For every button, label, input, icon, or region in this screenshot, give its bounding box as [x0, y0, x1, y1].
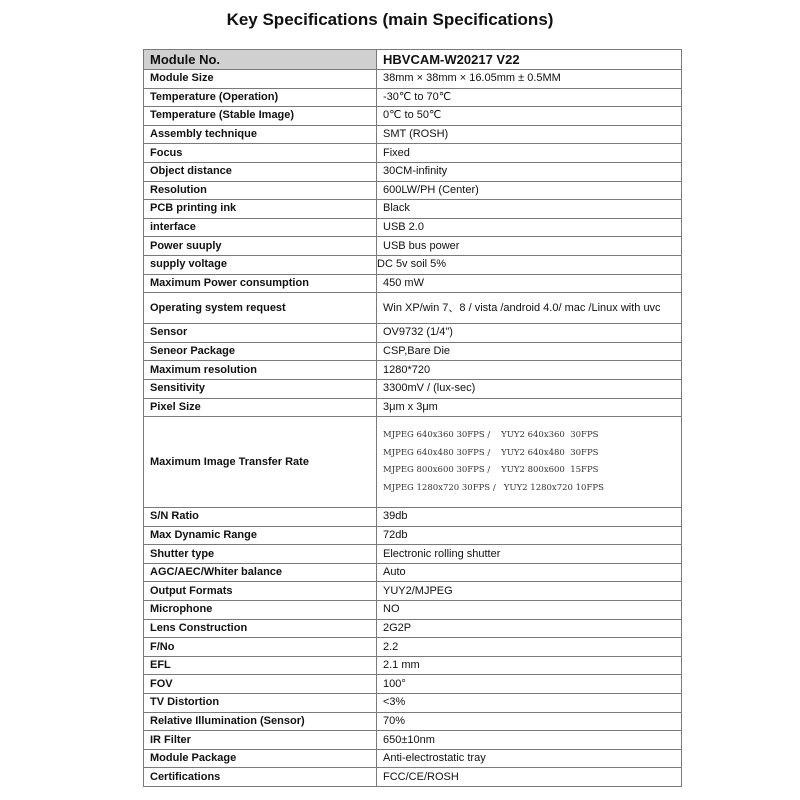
- spec-label: Maximum Image Transfer Rate: [144, 417, 377, 508]
- spec-value: Anti-electrostatic tray: [377, 749, 682, 768]
- table-row: [144, 619, 682, 638]
- spec-label: PCB printing ink: [144, 200, 377, 219]
- spec-label: interface: [144, 218, 377, 237]
- spec-label: Temperature (Stable Image): [144, 107, 377, 126]
- spec-label: Object distance: [144, 162, 377, 181]
- spec-value: 3300mV / (lux-sec): [377, 379, 682, 398]
- spec-value: 30CM-infinity: [377, 162, 682, 181]
- spec-value: 100°: [377, 675, 682, 694]
- table-row: [144, 398, 682, 417]
- spec-label: Module Package: [144, 749, 377, 768]
- spec-label: Maximum Power consumption: [144, 274, 377, 293]
- table-row: [144, 694, 682, 713]
- spec-label: Microphone: [144, 601, 377, 620]
- table-row: [144, 70, 682, 89]
- spec-label: Certifications: [144, 768, 377, 787]
- spec-value: USB bus power: [377, 237, 682, 256]
- table-row: [144, 379, 682, 398]
- spec-label: TV Distortion: [144, 694, 377, 713]
- spec-value: 3μm x 3μm: [377, 398, 682, 417]
- spec-label: Power suuply: [144, 237, 377, 256]
- spec-value: 39db: [377, 508, 682, 527]
- spec-label: Sensor: [144, 324, 377, 343]
- spec-value: 0℃ to 50℃: [377, 107, 682, 126]
- spec-label: S/N Ratio: [144, 508, 377, 527]
- spec-value: <3%: [377, 694, 682, 713]
- spec-label: Output Formats: [144, 582, 377, 601]
- spec-value: SMT (ROSH): [377, 125, 682, 144]
- header-value-cell: HBVCAM-W20217 V22: [377, 50, 682, 70]
- spec-label: Seneor Package: [144, 342, 377, 361]
- transfer-rate-line: MJPEG 640x360 30FPS / YUY2 640x360 30FPS: [383, 430, 599, 441]
- table-row: [144, 712, 682, 731]
- spec-table: [143, 49, 682, 787]
- spec-value: 2.2: [377, 638, 682, 657]
- spec-label: FOV: [144, 675, 377, 694]
- spec-value: Win XP/win 7、8 / vista /android 4.0/ mac /Linux with uvc: [377, 293, 682, 324]
- header-label-cell: Module No.: [144, 50, 377, 70]
- spec-label: EFL: [144, 656, 377, 675]
- spec-value: 2.1 mm: [377, 656, 682, 675]
- spec-value: -30℃ to 70℃: [377, 88, 682, 107]
- spec-label: IR Filter: [144, 731, 377, 750]
- spec-value: 1280*720: [377, 361, 682, 380]
- table-row: [144, 181, 682, 200]
- transfer-rate-cell: [377, 417, 682, 508]
- spec-value: OV9732 (1/4"): [377, 324, 682, 343]
- spec-label: Pixel Size: [144, 398, 377, 417]
- spec-value: Electronic rolling shutter: [377, 545, 682, 564]
- table-row: [144, 563, 682, 582]
- spec-value: YUY2/MJPEG: [377, 582, 682, 601]
- table-header-row: [144, 50, 682, 70]
- table-row: [144, 255, 682, 274]
- page-title: Key Specifications (main Specifications): [226, 10, 554, 29]
- spec-label: Assembly technique: [144, 125, 377, 144]
- spec-value: 72db: [377, 526, 682, 545]
- table-row: [144, 144, 682, 163]
- spec-value: 38mm × 38mm × 16.05mm ± 0.5MM: [377, 70, 682, 89]
- spec-label: Resolution: [144, 181, 377, 200]
- spec-label: Shutter type: [144, 545, 377, 564]
- spec-label: Lens Construction: [144, 619, 377, 638]
- table-row: [144, 107, 682, 126]
- spec-value: NO: [377, 601, 682, 620]
- table-row: [144, 125, 682, 144]
- spec-value: Auto: [377, 563, 682, 582]
- table-row: [144, 162, 682, 181]
- table-row: [144, 508, 682, 527]
- transfer-rate-line: MJPEG 640x480 30FPS / YUY2 640x480 30FPS: [383, 447, 599, 458]
- table-row: [144, 324, 682, 343]
- spec-label: supply voltage: [144, 255, 377, 274]
- spec-value: 450 mW: [377, 274, 682, 293]
- spec-label: Focus: [144, 144, 377, 163]
- table-row: [144, 417, 682, 508]
- table-row: [144, 237, 682, 256]
- spec-label: Sensitivity: [144, 379, 377, 398]
- table-row: [144, 731, 682, 750]
- table-row: [144, 656, 682, 675]
- spec-value: 70%: [377, 712, 682, 731]
- table-row: [144, 342, 682, 361]
- table-row: [144, 638, 682, 657]
- spec-label: Operating system request: [144, 293, 377, 324]
- spec-label: AGC/AEC/Whiter balance: [144, 563, 377, 582]
- spec-value: FCC/CE/ROSH: [377, 768, 682, 787]
- spec-value: Black: [377, 200, 682, 219]
- table-row: [144, 749, 682, 768]
- table-row: [144, 601, 682, 620]
- spec-value: 650±10nm: [377, 731, 682, 750]
- spec-label: Max Dynamic Range: [144, 526, 377, 545]
- spec-value: CSP,Bare Die: [377, 342, 682, 361]
- spec-label: Module Size: [144, 70, 377, 89]
- table-row: [144, 218, 682, 237]
- table-row: [144, 88, 682, 107]
- spec-value: Fixed: [377, 144, 682, 163]
- spec-value: DC 5v soil 5%: [377, 255, 682, 274]
- table-row: [144, 768, 682, 787]
- table-row: [144, 582, 682, 601]
- table-row: [144, 361, 682, 380]
- table-row: [144, 545, 682, 564]
- spec-label: Maximum resolution: [144, 361, 377, 380]
- table-row: [144, 274, 682, 293]
- table-row: [144, 200, 682, 219]
- transfer-rate-line: MJPEG 1280x720 30FPS / YUY2 1280x720 10FPS: [383, 482, 604, 493]
- spec-label: Relative Illumination (Sensor): [144, 712, 377, 731]
- spec-value: 600LW/PH (Center): [377, 181, 682, 200]
- table-row: [144, 293, 682, 324]
- spec-value: USB 2.0: [377, 218, 682, 237]
- spec-label: Temperature (Operation): [144, 88, 377, 107]
- spec-value: 2G2P: [377, 619, 682, 638]
- table-row: [144, 526, 682, 545]
- spec-label: F/No: [144, 638, 377, 657]
- transfer-rate-line: MJPEG 800x600 30FPS / YUY2 800x600 15FPS: [383, 465, 599, 476]
- table-row: [144, 675, 682, 694]
